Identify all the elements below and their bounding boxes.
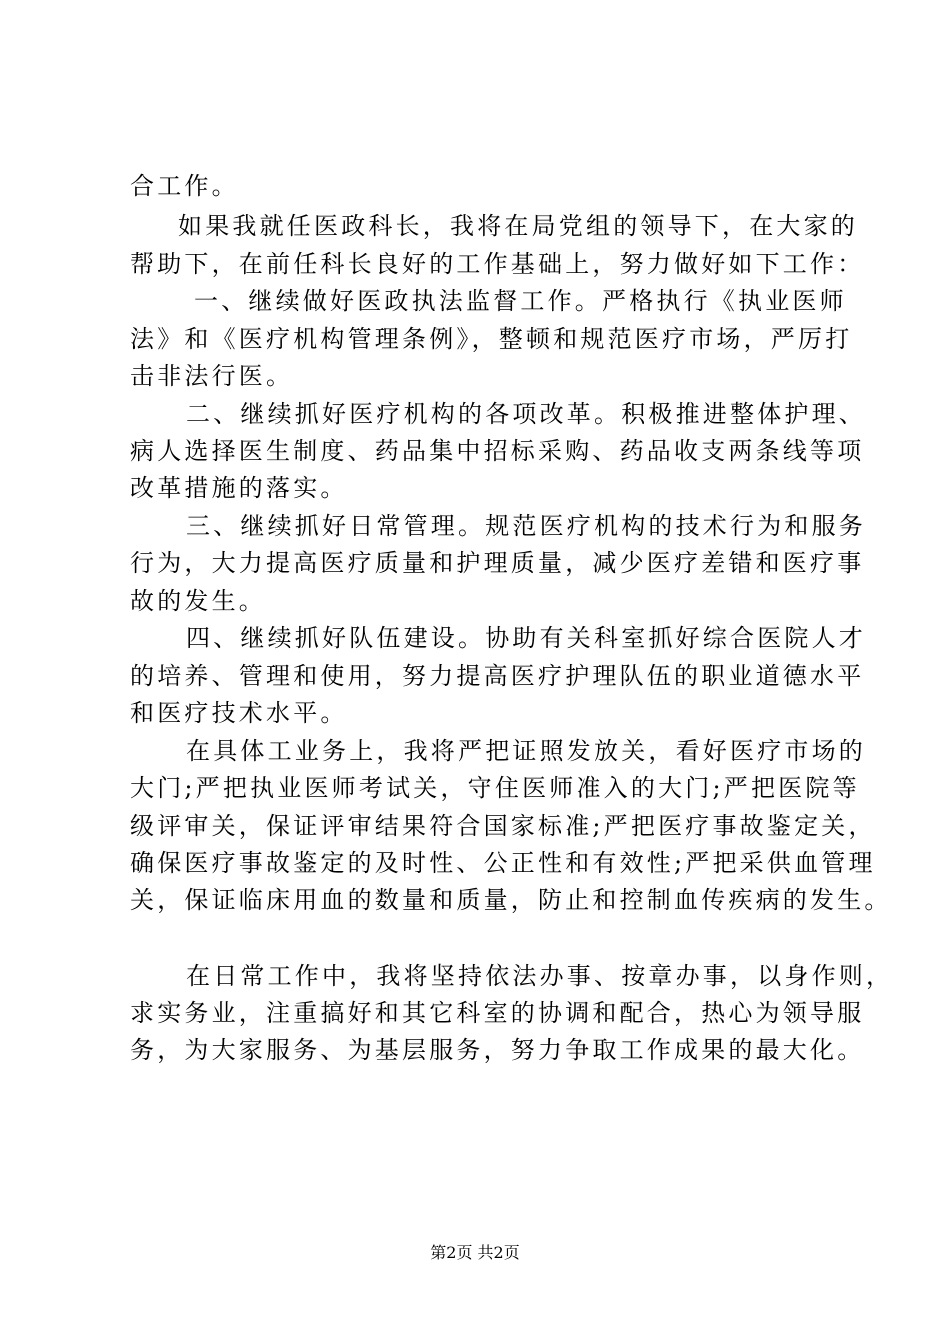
paragraph-line-14: 的培养、管理和使用，努力提高医疗护理队伍的职业道德水平 [130,662,865,690]
paragraph-line-21: 在日常工作中，我将坚持依法办事、按章办事，以身作则， [186,962,894,990]
paragraph-line-5: 法》和《医疗机构管理条例》，整顿和规范医疗市场，严厉打 [130,325,853,353]
paragraph-line-7: 二、继续抓好医疗机构的各项改革。积极推进整体护理、 [186,400,866,428]
paragraph-line-18: 级评审关，保证评审结果符合国家标准;严把医疗事故鉴定关， [130,812,876,840]
paragraph-line-11: 行为，大力提高医疗质量和护理质量，减少医疗差错和医疗事 [130,549,865,577]
paragraph-line-20: 关，保证临床用血的数量和质量，防止和控制血传疾病的发生。 [130,886,892,914]
paragraph-line-19: 确保医疗事故鉴定的及时性、公正性和有效性;严把采供血管理 [130,849,876,877]
paragraph-line-9: 改革措施的落实。 [130,474,348,502]
page-number-footer: 第2页 共2页 [430,1243,520,1262]
paragraph-line-13: 四、继续抓好队伍建设。协助有关科室抓好综合医院人才 [186,624,866,652]
paragraph-line-15: 和医疗技术水平。 [130,699,348,727]
paragraph-line-8: 病人选择医生制度、药品集中招标采购、药品收支两条线等项 [130,437,865,465]
paragraph-line-23: 务，为大家服务、为基层服务，努力争取工作成果的最大化。 [130,1036,865,1064]
paragraph-line-1: 合工作。 [130,172,239,200]
paragraph-line-3: 帮助下，在前任科长良好的工作基础上，努力做好如下工作： [130,250,865,278]
paragraph-line-12: 故的发生。 [130,587,266,615]
paragraph-line-6: 击非法行医。 [130,362,294,390]
paragraph-line-22: 求实务业，注重搞好和其它科室的协调和配合，热心为领导服 [130,999,865,1027]
paragraph-line-2: 如果我就任医政科长，我将在局党组的领导下，在大家的 [178,212,858,240]
paragraph-line-17: 大门;严把执业医师考试关，守住医师准入的大门;严把医院等 [130,774,860,802]
paragraph-line-10: 三、继续抓好日常管理。规范医疗机构的技术行为和服务 [186,512,866,540]
paragraph-line-4: 一、继续做好医政执法监督工作。严格执行《执业医师 [194,287,847,315]
paragraph-line-16: 在具体工业务上，我将严把证照发放关，看好医疗市场的 [186,737,866,765]
